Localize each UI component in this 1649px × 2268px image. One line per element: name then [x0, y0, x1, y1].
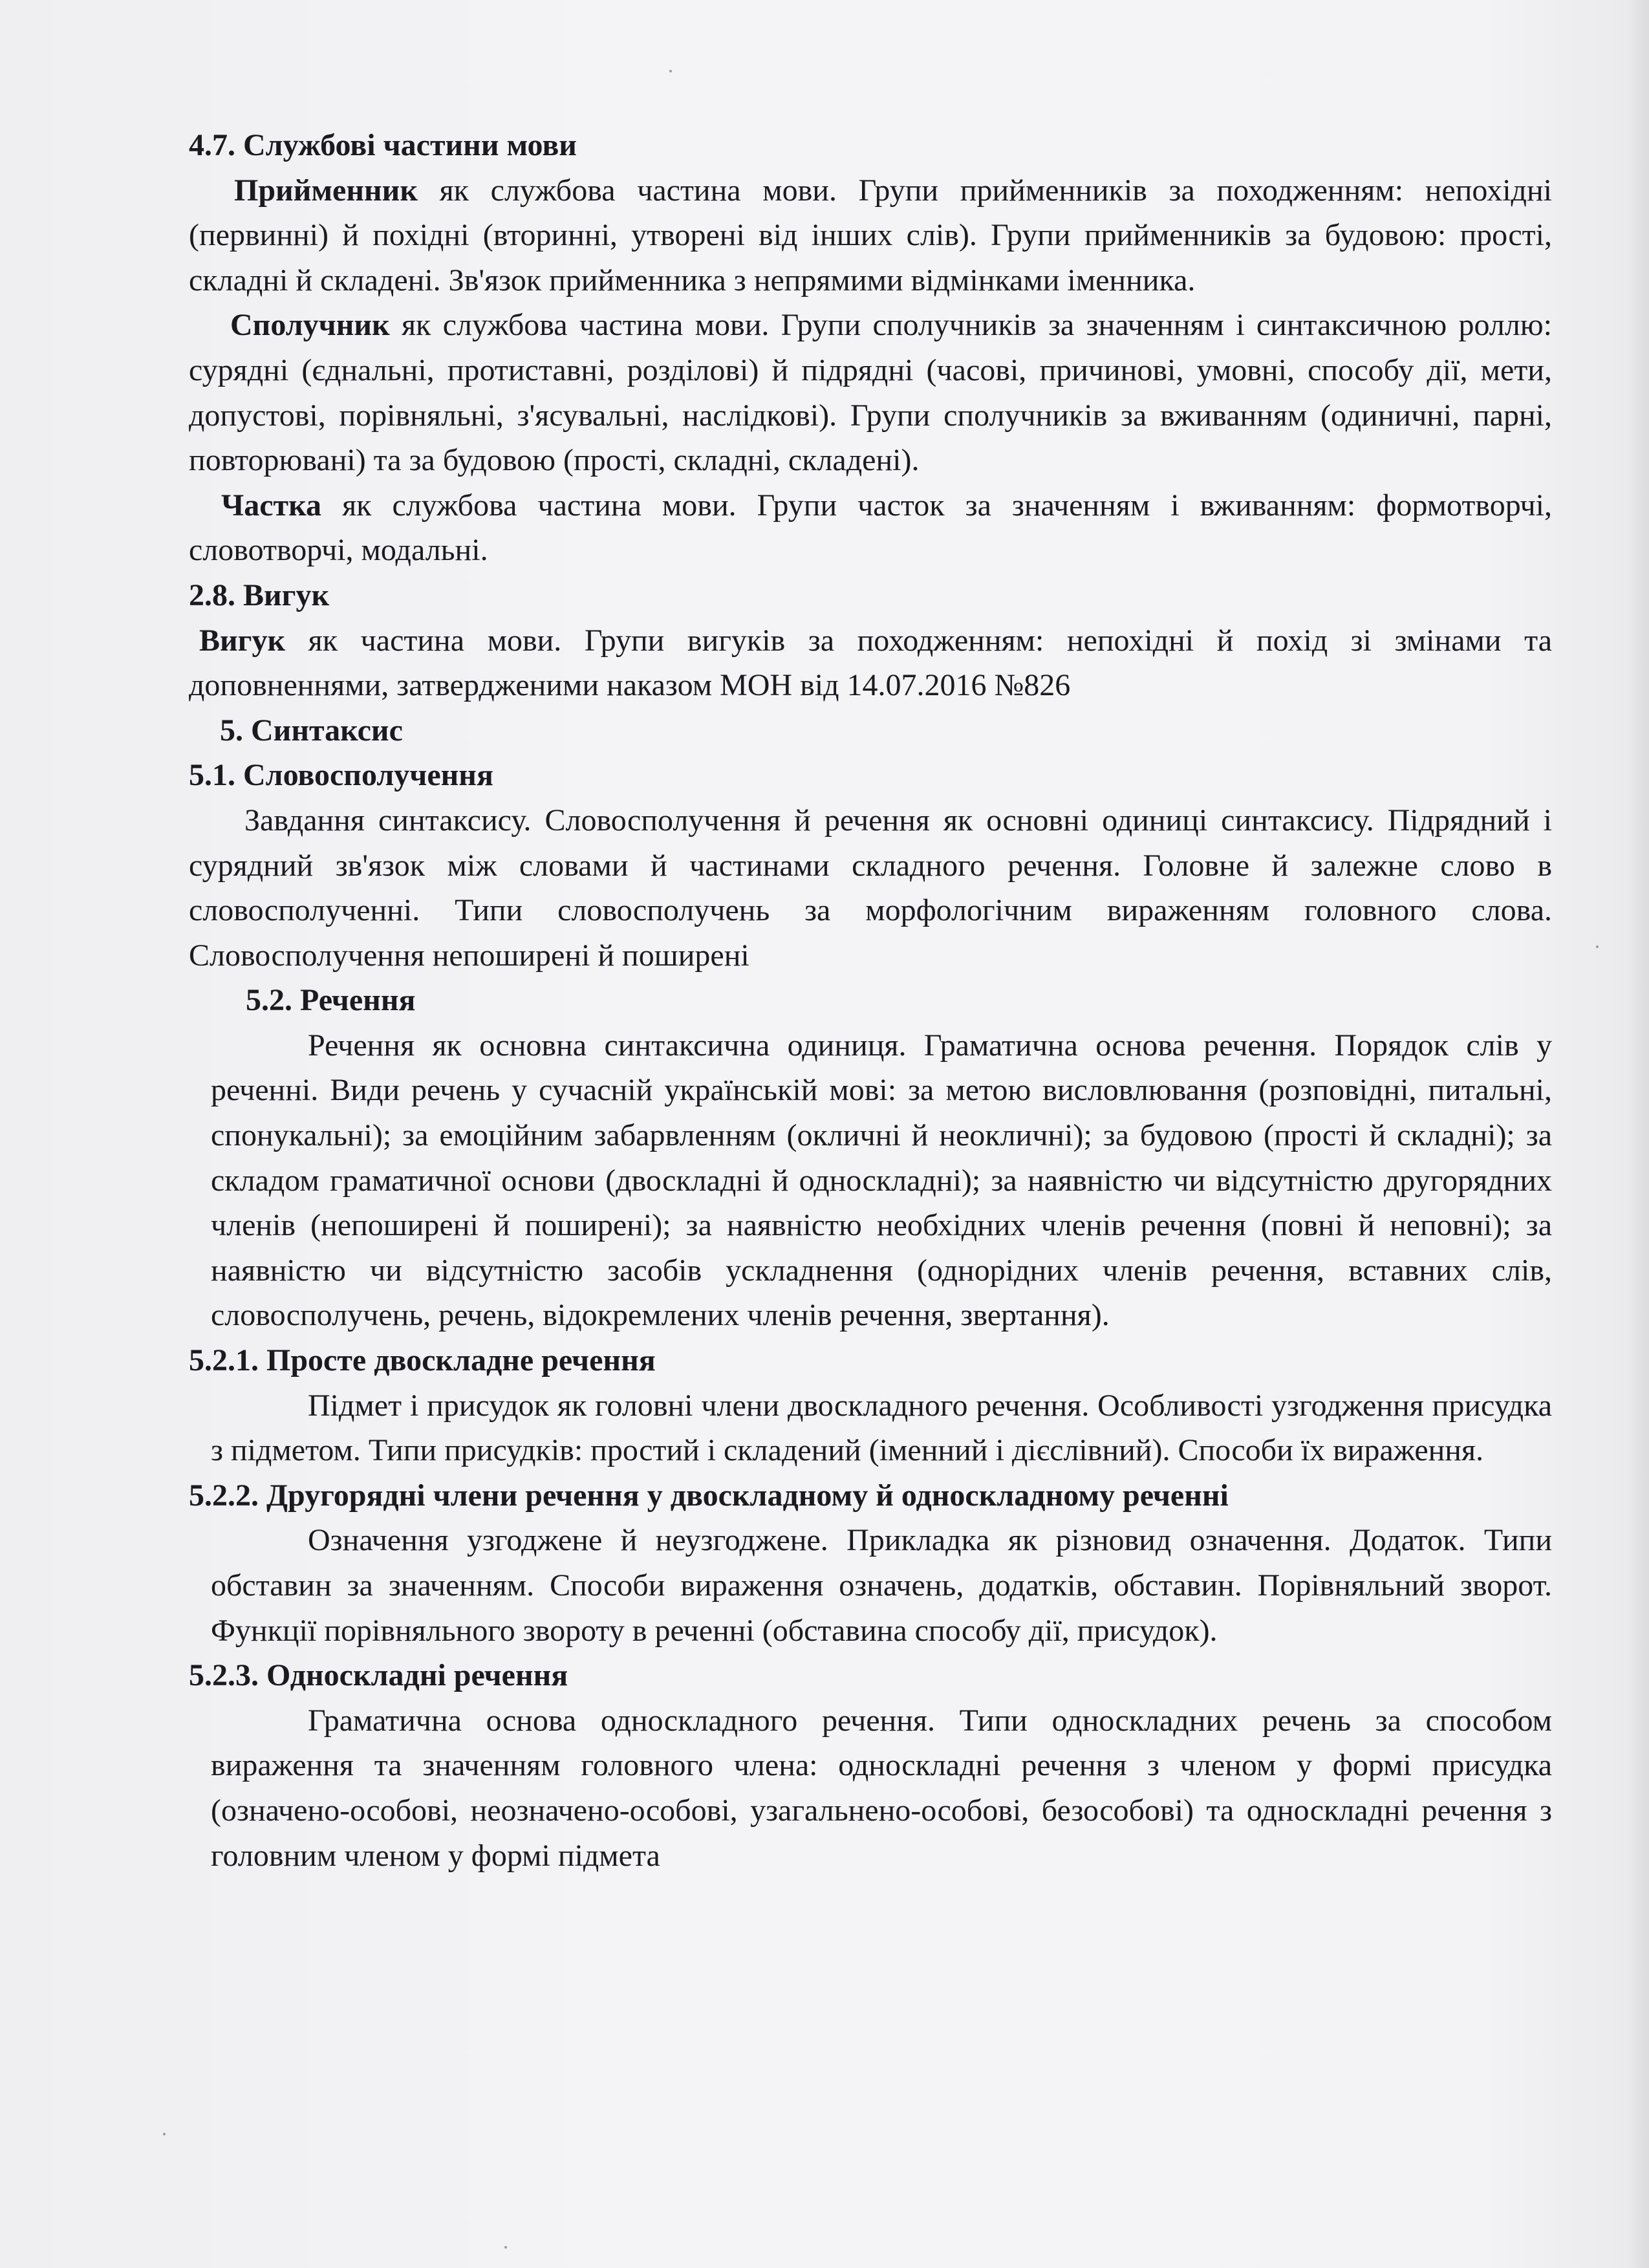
paragraph-odnoskladni: [211, 1698, 1552, 1878]
heading-5-2-2: 5.2.2. Другорядні члени речення у двоскладному й односкладному реченні: [189, 1478, 1229, 1513]
paragraph-text: як службова частина мови. Групи сполучників за значенням і синтаксичною роллю: сурядні (єднальні, протиставні, розділові) й підрядні (часові, причинові, умовні, способу дії, мети, допустові, порівняльні, з'ясувальні, наслідкові). Групи сполучників за вживанням (одиничні, парні, повторювані) та за будовою (прості, складні, складені).: [189, 308, 1552, 478]
term-pryimennyk: Прийменник: [234, 173, 418, 208]
paragraph-pryimennyk: [189, 168, 1552, 303]
paragraph-druhoriadni-chleny: [211, 1518, 1552, 1653]
heading-5-2-1: 5.2.1. Просте двоскладне речення: [189, 1343, 656, 1378]
paragraph-proste-dvoskladne: [211, 1383, 1552, 1473]
document-body: [189, 123, 1552, 1878]
paragraph-text: Означення узгоджене й неузгоджене. Прикладка як різновид означення. Додаток. Типи обставин за значенням. Способи вираження означень, додатків, обставин. Порівняльний зворот. Функції порівняльного звороту в реченні (обставина способу дії, присудок).: [211, 1523, 1552, 1648]
scan-speck: [669, 70, 672, 72]
paragraph-text: Підмет і присудок як головні члени двоскладного речення. Особливості узгодження присудка з підметом. Типи присудків: простий і складений (іменний і дієслівний). Способи їх вираження.: [211, 1388, 1552, 1468]
heading-5-2-3: 5.2.3. Односкладні речення: [189, 1658, 568, 1693]
heading-5: 5. Синтаксис: [220, 713, 403, 748]
scan-speck: [163, 2133, 166, 2135]
scan-speck: [1596, 945, 1599, 948]
term-chastka: Частка: [221, 488, 322, 523]
paragraph-spoluchnyk: [189, 303, 1552, 482]
paragraph-vyhuk: [189, 618, 1552, 708]
paragraph-text: Завдання синтаксису. Словосполучення й речення як основні одиниці синтаксису. Підрядний і сурядний зв'язок між словами й частинами складного речення. Головне й залежне слово в словосполученні. Типи словосполучень за морфологічним вираженням головного слова. Словосполучення непоширені й поширені: [189, 803, 1552, 973]
paragraph-slovospoluchennia: [189, 798, 1552, 978]
scan-speck: [504, 2246, 507, 2249]
heading-2-8: 2.8. Вигук: [189, 578, 330, 612]
paragraph-rechennia: [211, 1023, 1552, 1338]
paragraph-text: Речення як основна синтаксична одиниця. Граматична основа речення. Порядок слів у реченні. Види речень у сучасній українській мові: за метою висловлювання (розповідні, питальні, спонукальні); за емоційним забарвленням (окличні й неокличні); за будовою (прості й складні); за складом граматичної основи (двоскладні й односкладні); за наявністю чи відсутністю другорядних членів (непоширені й поширені); за наявністю необхідних членів речення (повні й неповні); за наявністю чи відсутністю засобів ускладнення (однорідних членів речення, вставних слів, словосполучень, речень, відокремлених членів речення, звертання).: [211, 1028, 1552, 1333]
heading-5-1: 5.1. Словосполучення: [189, 758, 493, 793]
heading-4-7: 4.7. Службові частини мови: [189, 128, 577, 162]
paragraph-text: як частина мови. Групи вигуків за походженням: непохідні й похід зі змінами та доповненнями, затвердженими наказом МОН від 14.07.2016 №826: [189, 623, 1552, 703]
term-spoluchnyk: Сполучник: [230, 308, 390, 343]
paragraph-text: Граматична основа односкладного речення. Типи односкладних речень за способом вираження та значенням головного члена: односкладні речення з членом у формі присудка (означено-особові, неозначено-особові, узагальнено-особові, безособові) та односкладні речення з головним членом у формі підмета: [211, 1703, 1552, 1873]
heading-5-2: 5.2. Речення: [246, 983, 416, 1018]
paragraph-text: як службова частина мови. Групи часток за значенням і вживанням: формотворчі, словотворчі, модальні.: [189, 488, 1552, 568]
paragraph-chastka: [189, 483, 1552, 573]
page-edge-shadow: [1627, 0, 1649, 2268]
paragraph-text: як службова частина мови. Групи прийменників за походженням: непохідні (первинні) й похідні (вторинні, утворені від інших слів). Групи прийменників за будовою: прості, складні й складені. Зв'язок прийменника з непрямими відмінками іменника.: [189, 173, 1552, 297]
term-vyhuk: Вигук: [199, 623, 286, 658]
